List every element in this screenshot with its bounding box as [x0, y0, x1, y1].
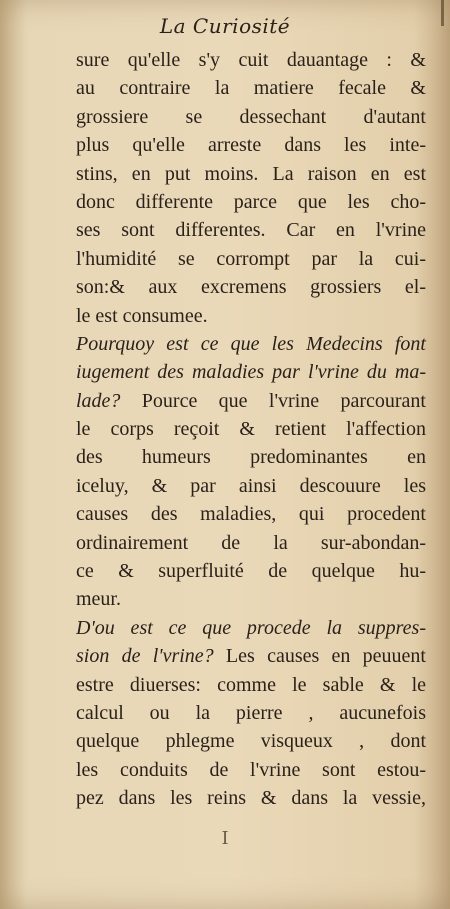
text-line: ses sont differentes. Car en l'vrine	[76, 219, 426, 242]
text-line: grossiere se dessechant d'autant	[76, 105, 426, 128]
text-line: sure qu'elle s'y cuit dauantage : &	[76, 49, 426, 71]
text-line: ordinairement de la sur-abondan-	[76, 531, 426, 554]
text-line: estre diuerses: comme le sable & le	[76, 673, 426, 696]
text-line: iugement des maladies par l'vrine du ma-	[76, 361, 426, 384]
text-line: plus qu'elle arreste dans les inte-	[76, 134, 426, 157]
body-text	[76, 46, 426, 813]
text-line: iceluy, & par ainsi descouure les	[76, 474, 426, 497]
text-line: des humeurs predominantes en	[76, 446, 426, 469]
text-line: lade? Pource que l'vrine parcourant	[76, 389, 426, 412]
text-line: stins, en put moins. La raison en est	[76, 162, 426, 185]
text-line: meur.	[76, 588, 121, 611]
text-line: le corps reçoit & retient l'affection	[76, 418, 426, 441]
text-line: D'ou est ce que procede la suppres-	[76, 616, 426, 639]
text-line: pez dans les reins & dans la vessie,	[76, 787, 426, 810]
text-line: le est consumee.	[76, 304, 208, 327]
text-line: calcul ou la pierre , aucunefois	[76, 701, 426, 724]
text-line: donc differente parce que les cho-	[76, 190, 426, 213]
text-line: l'humidité se corrompt par la cui-	[76, 247, 426, 270]
text-line: ce & superfluité de quelque hu-	[76, 560, 426, 583]
text-line: causes des maladies, qui procedent	[76, 503, 426, 526]
text-line: son:& aux excremens grossiers el-	[76, 276, 426, 299]
text-line: Pourquoy est ce que les Medecins font	[76, 332, 426, 355]
signature-mark: I	[221, 828, 229, 849]
running-head: La Curiosité	[159, 14, 291, 38]
text-line: les conduits de l'vrine sont estou-	[76, 758, 426, 781]
text-line: quelque phlegme visqueux , dont	[76, 730, 426, 753]
text-line: sion de l'vrine? Les causes en peuuent	[76, 645, 426, 668]
text-line: au contraire la matiere fecale &	[76, 77, 426, 100]
